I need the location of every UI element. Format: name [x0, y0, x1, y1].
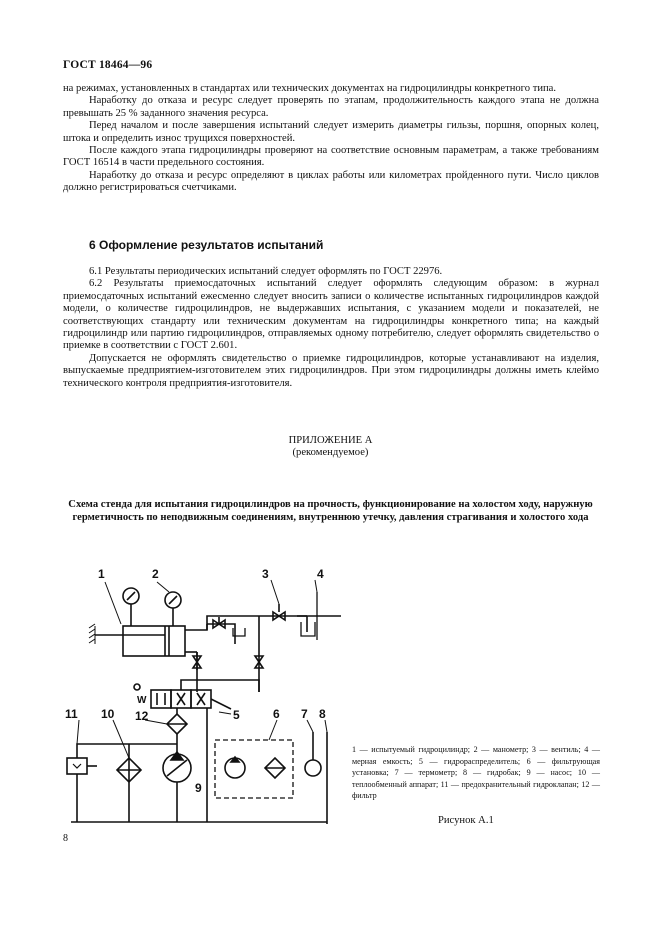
- label-11: 11: [65, 707, 78, 721]
- label-3: 3: [262, 567, 269, 581]
- filtration-unit: [215, 740, 293, 798]
- label-w: W: [137, 695, 147, 706]
- label-9: 9: [195, 781, 202, 795]
- paragraph: Перед началом и после завершения испытаний следует измерить диаметры гильзы, поршня, опорных колец, штока и определить износ трущихся поверхностей.: [63, 120, 599, 144]
- wall-hatch: [89, 624, 95, 644]
- figure-title: Схема стенда для испытания гидроцилиндров на прочность, функционирование на холостом ходу, наружную герметичность по неподвижным соединениям, внутреннюю утечку, давления страгивания и холостого хода: [68, 499, 593, 523]
- label-8: 8: [319, 707, 326, 721]
- check-valves: [193, 656, 263, 668]
- hydraulic-test-stand-diagram: [55, 562, 345, 842]
- label-4: 4: [317, 567, 324, 581]
- paragraph: Допускается не оформлять свидетельство о приемке гидроцилиндров, которые устанавливают на изделия, выпускаемые предприятием-изготовителем этих гидроцилиндров. При этом гидроцилиндры должны иметь клеймо технического контроля предприятия-изготовителя.: [63, 352, 599, 389]
- paragraph: на режимах, установленных в стандартах или технических документах на гидроцилиндры конкретного типа.: [63, 83, 557, 94]
- label-1: 1: [98, 567, 105, 581]
- label-10: 10: [101, 707, 115, 721]
- manometer-1-icon: [123, 588, 139, 626]
- manometer-2-icon: [165, 592, 181, 626]
- label-12: 12: [135, 709, 149, 723]
- filter-12-icon: [167, 708, 187, 746]
- paragraph: 6.2 Результаты приемосдаточных испытаний следует оформлять следующим образом: в журнал приемосдаточных испытаний ежесменно следует вносить записи о количестве испытанных гидроцилиндров каждой модели, о количестве гидроцилиндров, не выдержавших испытания, с указанием модели и показателей, не соответствующих стандарту или техническим документам на гидроцилиндры конкретного типа; на каждый гидроцилиндр или партию гидроцилиндров, отправляемых одному потребителю, следует оформлять свидетельство о приемке в соответствии с ГОСТ 2.601.: [63, 278, 599, 352]
- return-lines: [71, 708, 327, 822]
- paragraph: Наработку до отказа и ресурс следует проверять по этапам, продолжительность каждого этапа не должна превышать 25 % заданного значения ресурса.: [63, 95, 599, 119]
- paragraph: После каждого этапа гидроцилиндры проверяют на соответствие основным параметрам, а также требованиям ГОСТ 16514 в части предельного состояния.: [63, 145, 599, 169]
- paragraph: 6.1 Результаты периодических испытаний следует оформлять по ГОСТ 22976.: [89, 266, 443, 277]
- section-text-block: [63, 266, 599, 390]
- appendix-subtitle: (рекомендуемое): [292, 447, 369, 458]
- doc-header: ГОСТ 18464—96: [63, 59, 153, 71]
- valve-icon: [213, 617, 245, 644]
- intro-text-block: [63, 83, 599, 195]
- thermometer-icon: [305, 732, 321, 776]
- label-5: 5: [233, 708, 240, 722]
- figure-legend: 1 — испытуемый гидроцилиндр; 2 — манометр; 3 — вентиль; 4 — мерная емкость; 5 — гидрораспределитель; 6 — фильтрующая установка; 7 — термометр; 8 — гидробак; 9 — насос; 10 — теплообменный аппарат; 11 — предохранительный гидроклапан; 12 — фильтр: [352, 745, 600, 801]
- heat-exchanger-icon: [117, 744, 141, 822]
- appendix-heading: [0, 435, 661, 459]
- test-cylinder: [95, 626, 185, 656]
- label-2: 2: [152, 567, 159, 581]
- section-title: 6 Оформление результатов испытаний: [89, 238, 324, 252]
- label-7: 7: [301, 707, 308, 721]
- page-number: 8: [63, 833, 68, 844]
- label-6: 6: [273, 707, 280, 721]
- figure-caption: Рисунок А.1: [438, 815, 494, 826]
- appendix-title: ПРИЛОЖЕНИЕ А: [288, 435, 373, 446]
- paragraph: Наработку до отказа и ресурс определяют в циклах работы или километрах пройденного пути. Число циклов должно регистрироваться счетчиками.: [63, 169, 599, 194]
- leader-lines: [77, 580, 327, 758]
- relief-valve-icon: [67, 758, 97, 822]
- pump-icon: [163, 746, 191, 822]
